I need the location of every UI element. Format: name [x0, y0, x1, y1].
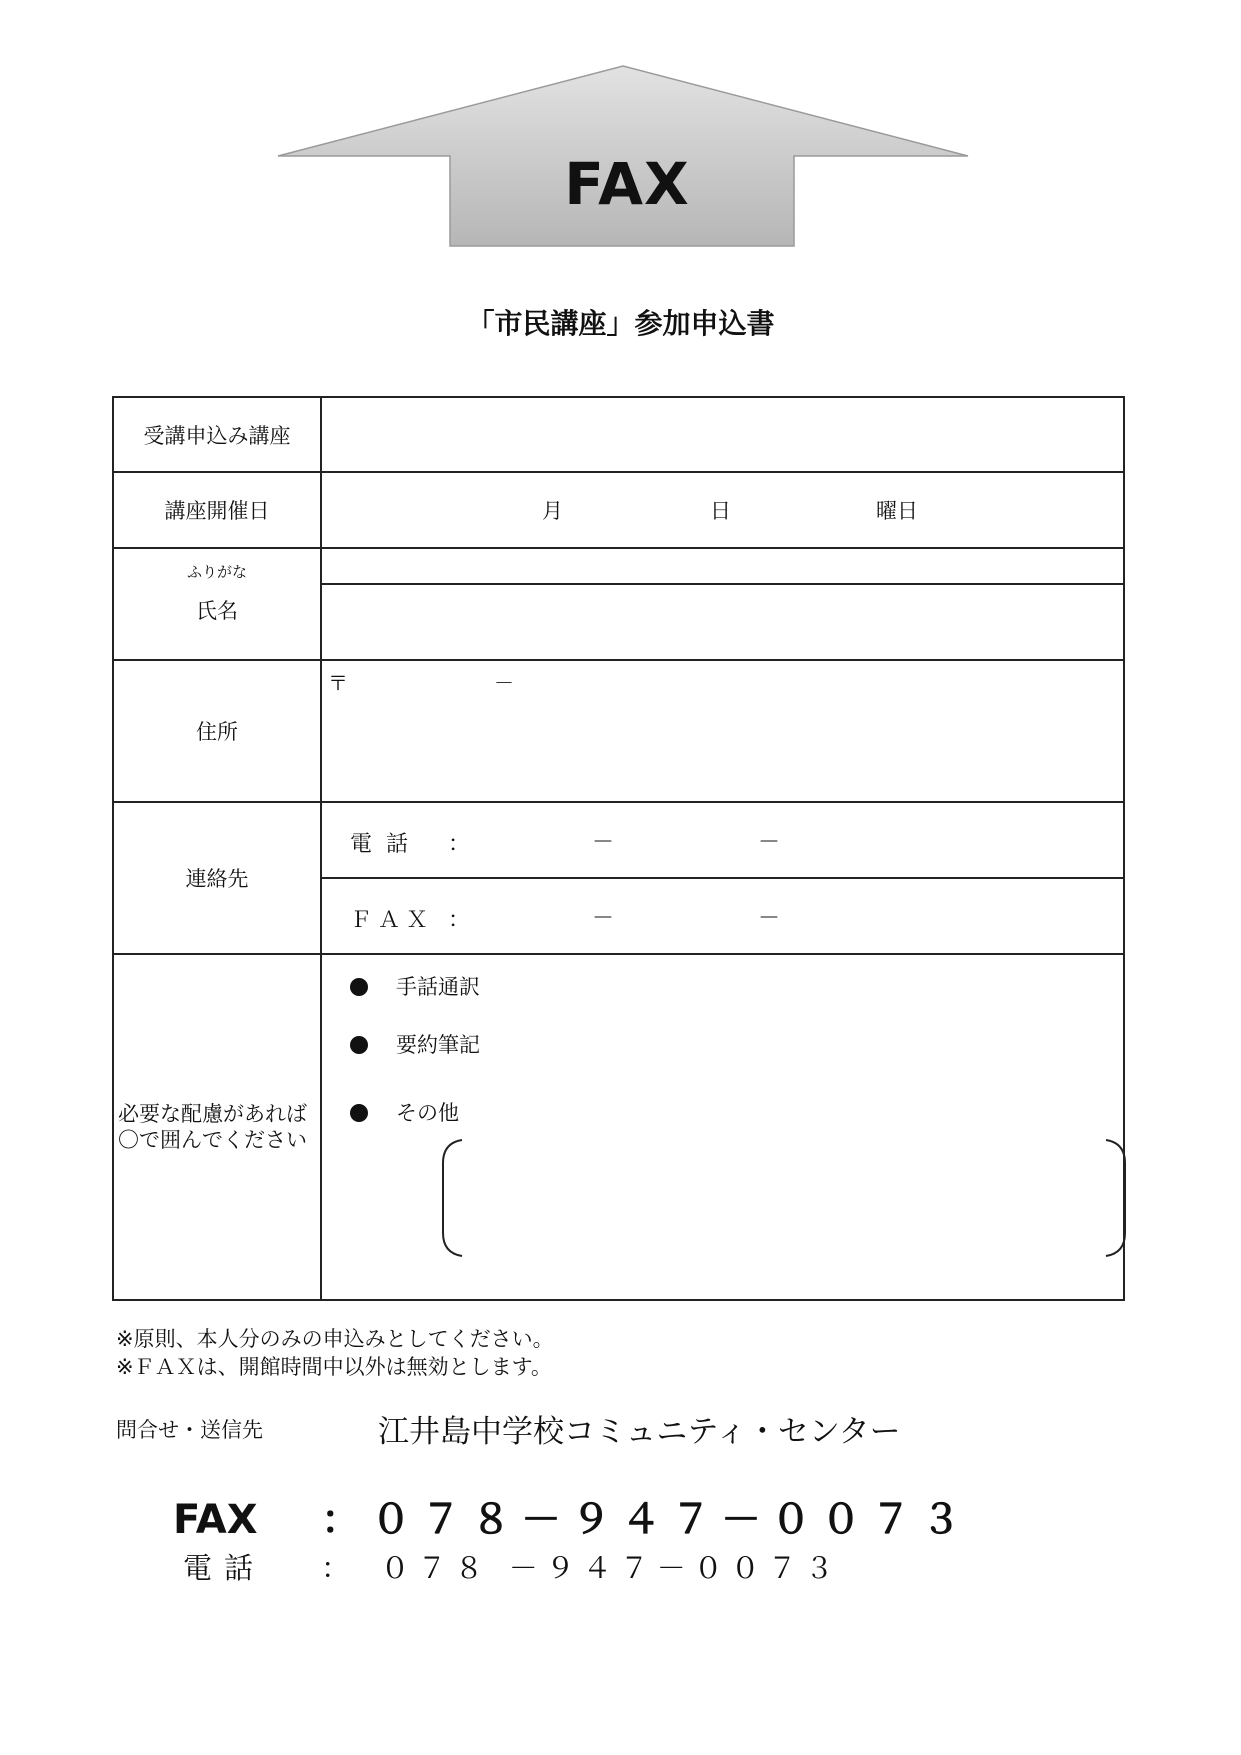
fax-label: ＦＡＸ: [350, 908, 435, 933]
address-label: 住所: [113, 660, 321, 802]
arrow-label: FAX: [564, 150, 690, 218]
postal-mark: 〒: [328, 671, 348, 695]
bullet-icon: [350, 978, 368, 996]
need-option-summary-notes[interactable]: [350, 1029, 480, 1059]
phone-dash-1: －: [592, 830, 615, 855]
row-course: [113, 397, 1124, 472]
month-label: 月: [542, 499, 563, 523]
fax-dash-1: －: [592, 906, 615, 931]
need-option-other[interactable]: [350, 1097, 459, 1127]
tel-number-line: [183, 1546, 842, 1587]
row-date: [113, 472, 1124, 548]
name-label: 氏名: [196, 599, 238, 623]
phone-label: 電話: [350, 832, 423, 857]
course-label: 受講申込み講座: [113, 397, 321, 472]
need-option-label: その他: [396, 1101, 459, 1125]
bullet-icon: [350, 1036, 368, 1054]
furigana-label: ふりがな: [186, 563, 247, 581]
page-title: 「市民講座」参加申込書: [466, 307, 775, 340]
fax-number: ：０７８－９４７－００７３: [321, 1497, 971, 1543]
tel-number: ： ０７８ －９４７－００７３: [321, 1551, 842, 1585]
contact-label: 連絡先: [113, 802, 321, 954]
need-option-label: 手話通訳: [396, 975, 480, 999]
row-phone: [113, 802, 1124, 878]
phone-dash-2: －: [758, 830, 781, 855]
row-address: [113, 660, 1124, 802]
center-name: 江井島中学校コミュニティ・センター: [378, 1414, 901, 1450]
fax-number-line: [173, 1488, 971, 1545]
note-line: ※ＦＡＸは、開館時間中以外は無効とします。: [116, 1355, 552, 1379]
course-input[interactable]: [321, 397, 1124, 472]
row-needs: [113, 954, 1124, 1300]
bullet-icon: [350, 1104, 368, 1122]
postal-dash: －: [494, 671, 514, 695]
needs-cell: [321, 954, 1124, 1300]
other-details-bracket[interactable]: [440, 1137, 1130, 1259]
fax-number-label: FAX: [173, 1497, 258, 1543]
inquiry-label: 問合せ・送信先: [116, 1418, 263, 1442]
need-option-sign-language[interactable]: [350, 971, 480, 1001]
phone-colon: ：: [448, 832, 471, 857]
date-input[interactable]: [321, 472, 1124, 548]
fax-dash-2: －: [758, 906, 781, 931]
name-label-cell: [113, 548, 321, 660]
date-label: 講座開催日: [113, 472, 321, 548]
application-form: [112, 396, 1125, 1301]
row-furigana: [113, 548, 1124, 584]
need-option-label: 要約筆記: [396, 1033, 480, 1057]
address-input[interactable]: [321, 660, 1124, 802]
fax-colon: ：: [448, 908, 471, 933]
fax-input[interactable]: [321, 878, 1124, 954]
needs-label: 必要な配慮があれば〇で囲んでください: [113, 954, 321, 1300]
name-input[interactable]: [321, 584, 1124, 660]
furigana-input[interactable]: [321, 548, 1124, 584]
notes: [116, 1325, 554, 1381]
note-line: ※原則、本人分のみの申込みとしてください。: [116, 1327, 554, 1351]
phone-input[interactable]: [321, 802, 1124, 878]
tel-number-label: 電話: [183, 1551, 266, 1585]
day-label: 日: [710, 499, 731, 523]
weekday-label: 曜日: [876, 499, 918, 523]
